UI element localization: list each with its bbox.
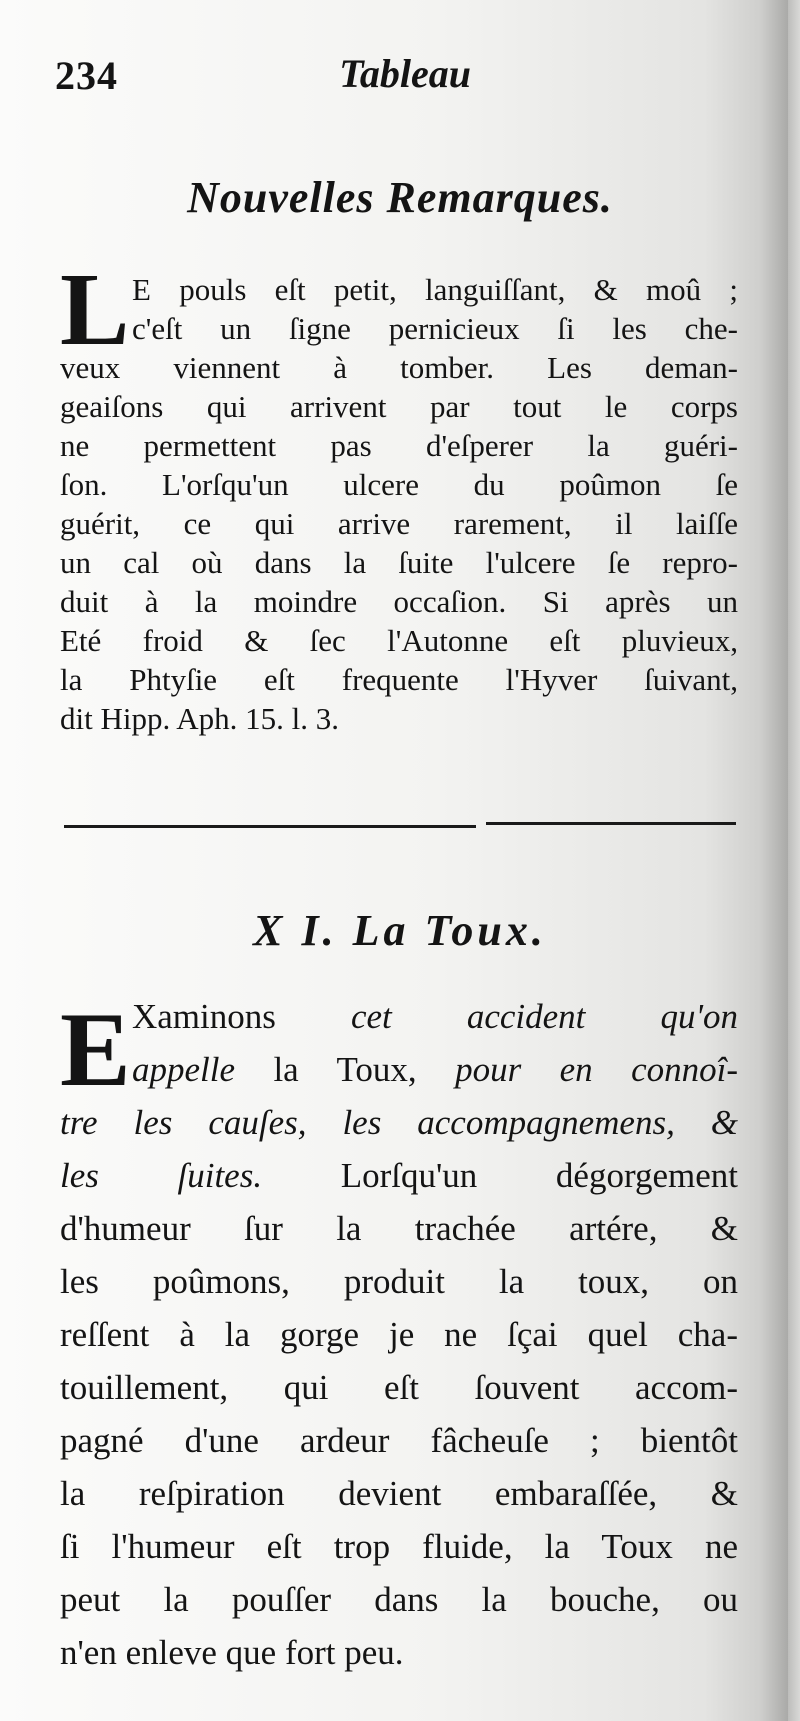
text-line: ne permettent pas d'eſperer la guéri-: [60, 428, 738, 463]
section-title-nouvelles-remarques: Nouvelles Remarques.: [187, 173, 613, 222]
text-line: E pouls eſt petit, languiſſant, & moû ;: [132, 272, 738, 307]
drop-cap: E: [60, 991, 131, 1108]
text-line: pagné d'une ardeur fâcheuſe ; bientôt: [60, 1421, 738, 1460]
text-line: peut la pouſſer dans la bouche, ou: [60, 1580, 738, 1619]
section-divider: [64, 822, 736, 834]
page-gutter-shadow: [788, 0, 800, 1721]
text-run: Xaminons: [132, 997, 351, 1036]
text-line: la Phtyſie eſt frequente l'Hyver ſuivant,: [60, 662, 738, 697]
text-line: ſi l'humeur eſt trop fluide, la Toux ne: [60, 1527, 738, 1566]
page-number: 234: [55, 53, 118, 98]
text-line: reſſent à la gorge je ne ſçai quel cha-: [60, 1315, 738, 1354]
running-title: Tableau: [339, 51, 471, 96]
text-line: touillement, qui eſt ſouvent accom-: [60, 1368, 738, 1407]
text-line: dit Hipp. Aph. 15. l. 3.: [60, 701, 340, 736]
text-line: Eté froid & ſec l'Autonne eſt pluvieux,: [60, 623, 738, 658]
text-line: n'en enleve que fort peu.: [60, 1633, 404, 1672]
text-line: [60, 1043, 738, 1096]
text-line: geaiſons qui arrivent par tout le corps: [60, 389, 738, 424]
italic-text-run: appelle: [132, 1050, 236, 1089]
paragraph-la-toux: [60, 990, 738, 1679]
text-line: ſon. L'orſqu'un ulcere du poûmon ſe: [60, 467, 738, 502]
text-line: la reſpiration devient embaraſſée, &: [60, 1474, 738, 1513]
text-line: [60, 990, 738, 1043]
divider-rule-right: [486, 822, 736, 825]
text-line: c'eſt un ſigne pernicieux ſi les che-: [132, 311, 738, 346]
divider-rule-left: [64, 825, 476, 828]
italic-text-run: cet accident qu'on: [350, 997, 738, 1036]
text-line: un cal où dans la ſuite l'ulcere ſe repro-: [60, 545, 738, 580]
text-line: d'humeur ſur la trachée artére, &: [60, 1209, 738, 1248]
text-line: veux viennent à tomber. Les deman-: [60, 350, 738, 385]
text-line: [60, 1149, 738, 1202]
drop-cap: L: [60, 252, 130, 367]
italic-text-run: les ſuites.: [60, 1156, 263, 1195]
text-run: Lorſqu'un dégorgement: [262, 1156, 738, 1195]
text-line: duit à la moindre occaſion. Si après un: [60, 584, 738, 619]
text-line: tre les cauſes, les accompagnemens, &: [60, 1103, 738, 1142]
text-line: guérit, ce qui arrive rarement, il laiſſe: [60, 506, 738, 541]
text-run: la Toux,: [235, 1050, 456, 1089]
paragraph-nouvelles-remarques: [60, 252, 738, 738]
section-title-la-toux: X I. La Toux.: [253, 906, 547, 955]
italic-text-run: pour en connoî-: [455, 1050, 738, 1089]
text-line: les poûmons, produit la toux, on: [60, 1262, 738, 1301]
